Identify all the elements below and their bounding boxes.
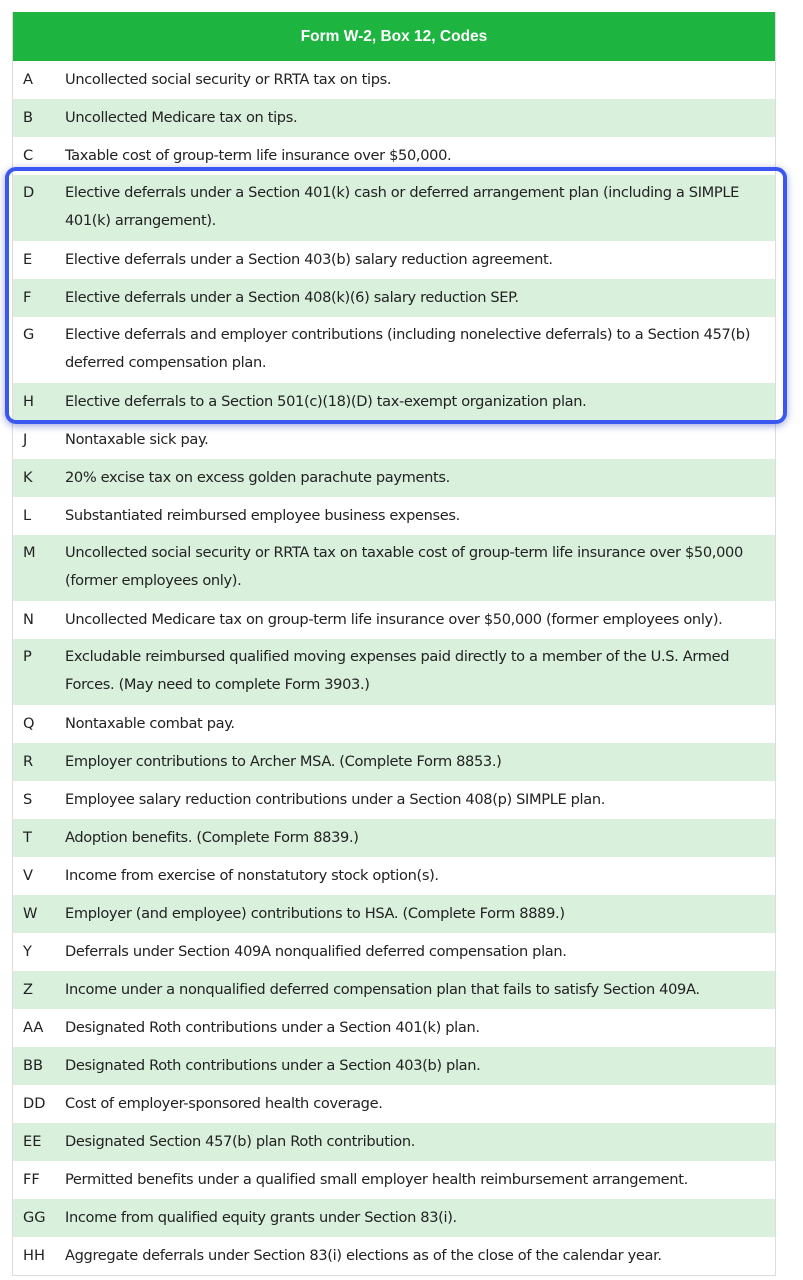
row-code: T <box>23 829 32 846</box>
row-description: Aggregate deferrals under Section 83(i) elections as of the close of the calendar year. <box>65 1247 662 1264</box>
row-description: Uncollected Medicare tax on tips. <box>65 109 298 126</box>
table-row <box>13 61 775 99</box>
row-description: Designated Section 457(b) plan Roth contribution. <box>65 1133 416 1150</box>
row-description: Income from qualified equity grants under Section 83(i). <box>65 1209 457 1226</box>
table-row <box>13 857 775 895</box>
row-code: E <box>23 251 33 268</box>
row-description: Substantiated reimbursed employee business expenses. <box>65 507 460 524</box>
table-row <box>13 421 775 459</box>
row-description: 20% excise tax on excess golden parachute payments. <box>65 469 450 486</box>
table-row <box>13 1123 775 1161</box>
table-title: Form W-2, Box 12, Codes <box>13 12 775 61</box>
row-description: Designated Roth contributions under a Section 403(b) plan. <box>65 1057 481 1074</box>
row-description: Elective deferrals under a Section 401(k) cash or deferred arrangement plan (including a SIMPLE 401(k) arrangement). <box>65 184 740 229</box>
table-row <box>13 1085 775 1123</box>
table-row <box>13 1009 775 1047</box>
row-code: L <box>23 507 32 524</box>
row-description: Income from exercise of nonstatutory stock option(s). <box>65 867 439 884</box>
row-code: K <box>23 469 33 486</box>
row-code: D <box>23 184 35 201</box>
row-description: Deferrals under Section 409A nonqualified deferred compensation plan. <box>65 943 567 960</box>
row-description: Elective deferrals and employer contributions (including nonelective deferrals) to a Section 457(b) deferred compensation plan. <box>65 326 751 371</box>
table-row <box>13 781 775 819</box>
row-description: Adoption benefits. (Complete Form 8839.) <box>65 829 359 846</box>
table-row <box>13 317 775 383</box>
table-row <box>13 383 775 421</box>
table-row <box>13 137 775 175</box>
table-row <box>13 971 775 1009</box>
row-code: J <box>23 431 28 448</box>
row-description: Cost of employer-sponsored health coverage. <box>65 1095 383 1112</box>
table-row <box>13 1237 775 1275</box>
row-description: Taxable cost of group-term life insurance over $50,000. <box>65 147 452 164</box>
row-description: Employer contributions to Archer MSA. (Complete Form 8853.) <box>65 753 502 770</box>
table-row <box>13 1047 775 1085</box>
row-code: V <box>23 867 33 884</box>
table-row <box>13 535 775 601</box>
row-code: Y <box>23 943 32 960</box>
row-description: Permitted benefits under a qualified small employer health reimbursement arrangement. <box>65 1171 688 1188</box>
row-code: DD <box>23 1095 46 1112</box>
row-code: R <box>23 753 34 770</box>
table-row <box>13 819 775 857</box>
row-code: N <box>23 611 34 628</box>
row-code: S <box>23 791 33 808</box>
row-description: Uncollected Medicare tax on group-term life insurance over $50,000 (former employees only). <box>65 611 723 628</box>
row-description: Nontaxable combat pay. <box>65 715 235 732</box>
row-code: W <box>23 905 38 922</box>
row-code: BB <box>23 1057 44 1074</box>
row-code: M <box>23 544 36 561</box>
table-row <box>13 459 775 497</box>
row-description: Employer (and employee) contributions to HSA. (Complete Form 8889.) <box>65 905 565 922</box>
row-description: Uncollected social security or RRTA tax on taxable cost of group-term life insurance over $50,000 (former employees only). <box>65 544 743 589</box>
row-code: A <box>23 71 33 88</box>
table-row <box>13 705 775 743</box>
row-description: Nontaxable sick pay. <box>65 431 209 448</box>
row-code: C <box>23 147 34 164</box>
row-code: G <box>23 326 35 343</box>
table-row <box>13 601 775 639</box>
row-description: Excludable reimbursed qualified moving expenses paid directly to a member of the U.S. Armed Forces. (May need to complete Form 3903.) <box>65 648 730 693</box>
table-row <box>13 99 775 137</box>
row-code: H <box>23 393 34 410</box>
table-row <box>13 1161 775 1199</box>
table-row <box>13 241 775 279</box>
table-row <box>13 639 775 705</box>
row-code: Z <box>23 981 33 998</box>
table-row <box>13 497 775 535</box>
row-code: EE <box>23 1133 42 1150</box>
row-description: Employee salary reduction contributions under a Section 408(p) SIMPLE plan. <box>65 791 606 808</box>
table-row <box>13 933 775 971</box>
w2-box12-codes-table <box>12 12 776 1276</box>
row-code: P <box>23 648 32 665</box>
row-code: FF <box>23 1171 40 1188</box>
table-row <box>13 1199 775 1237</box>
row-description: Elective deferrals under a Section 403(b) salary reduction agreement. <box>65 251 553 268</box>
row-code: HH <box>23 1247 45 1264</box>
table-row <box>13 743 775 781</box>
table-row <box>13 279 775 317</box>
row-code: GG <box>23 1209 46 1226</box>
row-description: Uncollected social security or RRTA tax on tips. <box>65 71 392 88</box>
row-description: Elective deferrals to a Section 501(c)(18)(D) tax-exempt organization plan. <box>65 393 587 410</box>
table-body <box>13 61 775 1275</box>
table-row <box>13 175 775 241</box>
row-code: Q <box>23 715 35 732</box>
row-code: F <box>23 289 32 306</box>
table-row <box>13 895 775 933</box>
row-description: Income under a nonqualified deferred compensation plan that fails to satisfy Section 409A. <box>65 981 700 998</box>
row-code: B <box>23 109 34 126</box>
row-description: Designated Roth contributions under a Section 401(k) plan. <box>65 1019 480 1036</box>
row-description: Elective deferrals under a Section 408(k)(6) salary reduction SEP. <box>65 289 519 306</box>
row-code: AA <box>23 1019 44 1036</box>
